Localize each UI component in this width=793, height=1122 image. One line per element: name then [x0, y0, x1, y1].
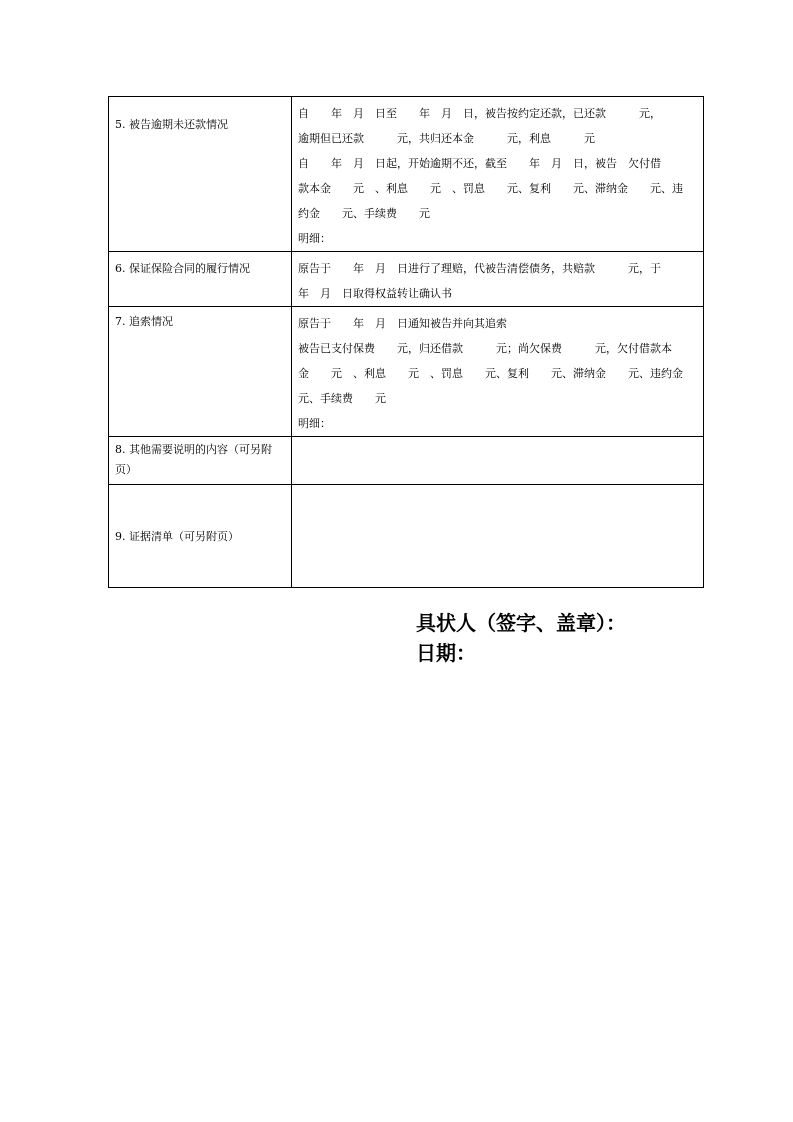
row-label: 9. 证据清单（可另附页）	[109, 485, 292, 588]
content-line: 原告于 年 月 日进行了理赔，代被告清偿债务，共赔款 元，于	[298, 262, 661, 275]
table-row	[109, 437, 704, 485]
row-content	[292, 437, 704, 485]
content-line: 元、手续费 元	[298, 392, 386, 405]
content-line: 被告已支付保费 元，归还借款 元；尚欠保费 元，欠付借款本	[298, 342, 672, 355]
content-line: 逾期但已还款 元，共归还本金 元，利息 元	[298, 132, 595, 145]
content-line: 款本金 元 、利息 元 、罚息 元、复利 元、滞纳金 元、违	[298, 182, 683, 195]
row-content	[292, 97, 704, 252]
content-line: 自 年 月 日起，开始逾期不还，截至 年 月 日，被告 欠付借	[298, 157, 661, 170]
complaint-form-table	[108, 96, 704, 588]
table-row	[109, 97, 704, 252]
signer-label: 具状人（签字、盖章）：	[416, 611, 626, 635]
row-content	[292, 485, 704, 588]
content-line: 年 月 日取得权益转让确认书	[298, 287, 452, 300]
table-row	[109, 252, 704, 307]
table-row	[109, 485, 704, 588]
table-row	[109, 307, 704, 437]
date-label: 日期：	[416, 641, 476, 665]
row-label	[109, 437, 292, 485]
content-line: 自 年 月 日至 年 月 日，被告按约定还款，已还款 元，	[298, 107, 661, 120]
content-line: 原告于 年 月 日通知被告并向其追索	[298, 317, 507, 330]
content-line: 金 元 、利息 元 、罚息 元、复利 元、滞纳金 元、违约金	[298, 367, 683, 380]
content-line: 明细：	[298, 417, 331, 430]
row-content	[292, 252, 704, 307]
row-label: 5. 被告逾期未还款情况	[109, 97, 292, 252]
row-label-text: 8. 其他需要说明的内容（可另附页）	[115, 443, 272, 476]
content-line: 明细：	[298, 232, 331, 245]
row-content	[292, 307, 704, 437]
signature-block	[416, 608, 626, 668]
content-line: 约金 元、手续费 元	[298, 207, 430, 220]
row-label: 7. 追索情况	[109, 307, 292, 437]
row-label: 6. 保证保险合同的履行情况	[109, 252, 292, 307]
